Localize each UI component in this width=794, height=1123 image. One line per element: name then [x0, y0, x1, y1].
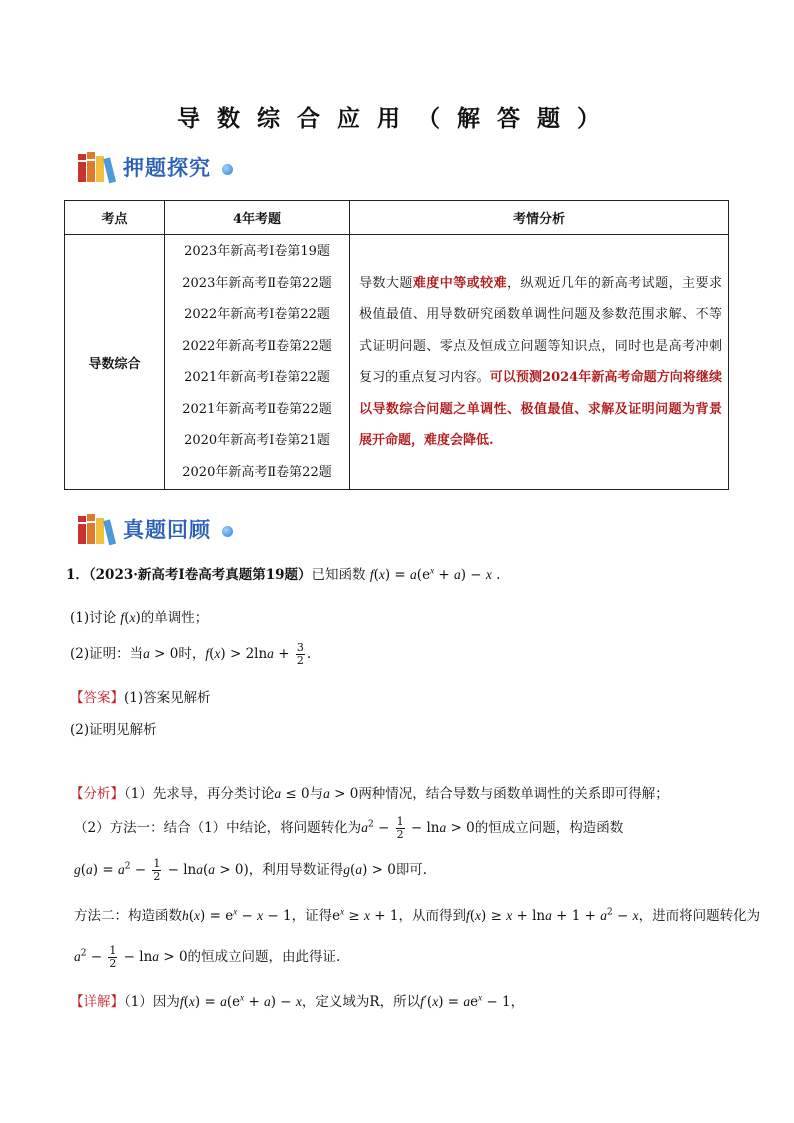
section-title: 押题探究	[123, 156, 211, 180]
section-dot-icon	[222, 164, 233, 175]
table-header-analysis: 考情分析	[350, 201, 729, 235]
answer-tag: 【答案】	[70, 690, 124, 706]
problem-stem: 已知函数	[311, 567, 366, 583]
analysis-text: ，利用导数证得	[248, 862, 344, 878]
table-header-topic: 考点	[65, 201, 165, 235]
year-item: 2022年新高考Ⅱ卷第22题	[182, 338, 332, 354]
analysis-highlight: 难度中等或较难	[412, 275, 508, 291]
section-header-2	[77, 512, 277, 552]
analysis-text: （2）方法一：结合（1）中结论，将问题转化为	[74, 820, 362, 836]
year-item: 2021年新高考Ⅱ卷第22题	[182, 401, 332, 417]
question-2: (2)证明：当a > 0时，f(x) > 2lna + $\frac{3}{2}$ .	[70, 641, 312, 667]
table-cell-topic: 导数综合	[65, 235, 165, 490]
year-item: 2020年新高考Ⅰ卷第21题	[184, 433, 330, 448]
detail-tag: 【详解】	[70, 994, 124, 1010]
detail-text: （1）因为	[124, 994, 180, 1010]
analysis-text: 即可.	[395, 862, 428, 878]
year-item: 2023年新高考Ⅱ卷第22题	[182, 275, 332, 291]
table-cell-years	[165, 235, 350, 490]
analysis-line-1: 【分析】（1）先求导，再分类讨论a ≤ 0与a > 0两种情况，结合导数与函数单调性的关系即可得解；	[70, 786, 669, 802]
year-item: 2020年新高考Ⅱ卷第22题	[182, 464, 332, 480]
math-expression: a	[74, 949, 81, 964]
detail-text: ，定义域为R，所以	[301, 994, 421, 1010]
year-item: 2022年新高考Ⅰ卷第22题	[184, 307, 330, 322]
table-cell-analysis	[350, 235, 729, 490]
analysis-line-5: $a^2$ − $\frac{1}{2}$ − lna > 0的恒成立问题，由此得证.	[74, 944, 341, 970]
problem-number: 1．	[66, 567, 89, 583]
fraction: $\frac{1}{2}$	[396, 815, 404, 841]
year-item: 2023年新高考Ⅰ卷第19题	[184, 244, 330, 259]
analysis-prediction: 可以预测2024年新高考命题方向将继续以导数综合问题之单调性、极值最值、求解及证明问题为背景展开命题，难度会降低.	[359, 370, 722, 448]
question-text: (1)讨论	[70, 610, 117, 626]
answer-line-2	[70, 718, 157, 738]
answer-text: (2)证明见解析	[70, 722, 157, 738]
books-icon	[77, 512, 121, 546]
analysis-line-4: 方法二：构造函数$h(x) = e^x - x - 1$，证得$e^x \ge x + 1$，从而得到$f(x) \ge x + \ln a + 1 + a^2 - x$，进而将问题转化为	[74, 906, 761, 924]
analysis-line-3: $g(a) = a^2$ − $\frac{1}{2}$ − lna(a > 0)，利用导数证得g(a) > 0即可.	[74, 857, 428, 883]
problem-statement: 1．（2023·新高考Ⅰ卷高考真题第19题）已知函数 $f(x) = a(e^x + a) - x$ .	[66, 565, 501, 583]
math-expression: f	[120, 610, 125, 625]
analysis-text: ，从而得到	[398, 908, 466, 924]
question-text: (2)证明：当	[70, 646, 144, 662]
fraction: $\frac{1}{2}$	[109, 944, 117, 970]
analysis-text: 导数大题	[359, 275, 413, 291]
analysis-text: 方法二：构造函数	[74, 908, 182, 924]
section-header-1	[77, 150, 277, 190]
analysis-text: 的恒成立问题，构造函数	[474, 820, 624, 836]
fraction: $\frac{3}{2}$	[296, 641, 304, 667]
exam-analysis-table	[64, 200, 729, 490]
detail-line-1: 【详解】（1）因为$f(x) = a(e^x + a) - x$，定义域为R，所以$f'(x) = ae^x - 1$，	[70, 992, 525, 1010]
fraction: $\frac{1}{2}$	[153, 857, 161, 883]
answer-text: (1)答案见解析	[124, 690, 211, 706]
section-title: 真题回顾	[123, 518, 211, 542]
year-item: 2021年新高考Ⅰ卷第22题	[184, 370, 330, 385]
analysis-text: （1）先求导，再分类讨论	[124, 786, 275, 802]
question-1: (1)讨论 f(x)的单调性；	[70, 610, 209, 626]
analysis-text: 两种情况，结合导数与函数单调性的关系即可得解；	[358, 786, 669, 802]
analysis-text: 与	[309, 786, 324, 802]
question-text: 的单调性；	[140, 610, 209, 626]
question-text: 时，	[178, 646, 206, 662]
section-dot-icon	[222, 526, 233, 537]
math-expression: a	[143, 646, 150, 661]
table-header-years: 4年考题	[165, 201, 350, 235]
analysis-line-2: （2）方法一：结合（1）中结论，将问题转化为$a^2$ − $\frac{1}{2}$ − lna > 0的恒成立问题，构造函数	[74, 815, 624, 841]
answer-line-1	[70, 686, 211, 706]
page-title: 导数综合应用（解答题）	[177, 105, 617, 132]
analysis-text: 的恒成立问题，由此得证.	[187, 949, 341, 965]
math-expression: f	[369, 567, 374, 582]
analysis-tag: 【分析】	[70, 786, 124, 802]
books-icon	[77, 150, 121, 184]
detail-text: ，	[510, 994, 525, 1010]
problem-source: （2023·新高考Ⅰ卷高考真题第19题）	[88, 567, 312, 583]
analysis-text: ，进而将问题转化为	[638, 908, 761, 924]
analysis-text: ，纵观近几年的新高考试题，主要求极值最值、用导数研究函数单调性问题及参数范围求解、不等式证明问题、零点及恒成立问题等知识点，同时也是高考冲刺复习的重点复习内容。	[359, 275, 722, 385]
math-expression: g	[74, 862, 81, 877]
analysis-text: ，证得	[291, 908, 333, 924]
